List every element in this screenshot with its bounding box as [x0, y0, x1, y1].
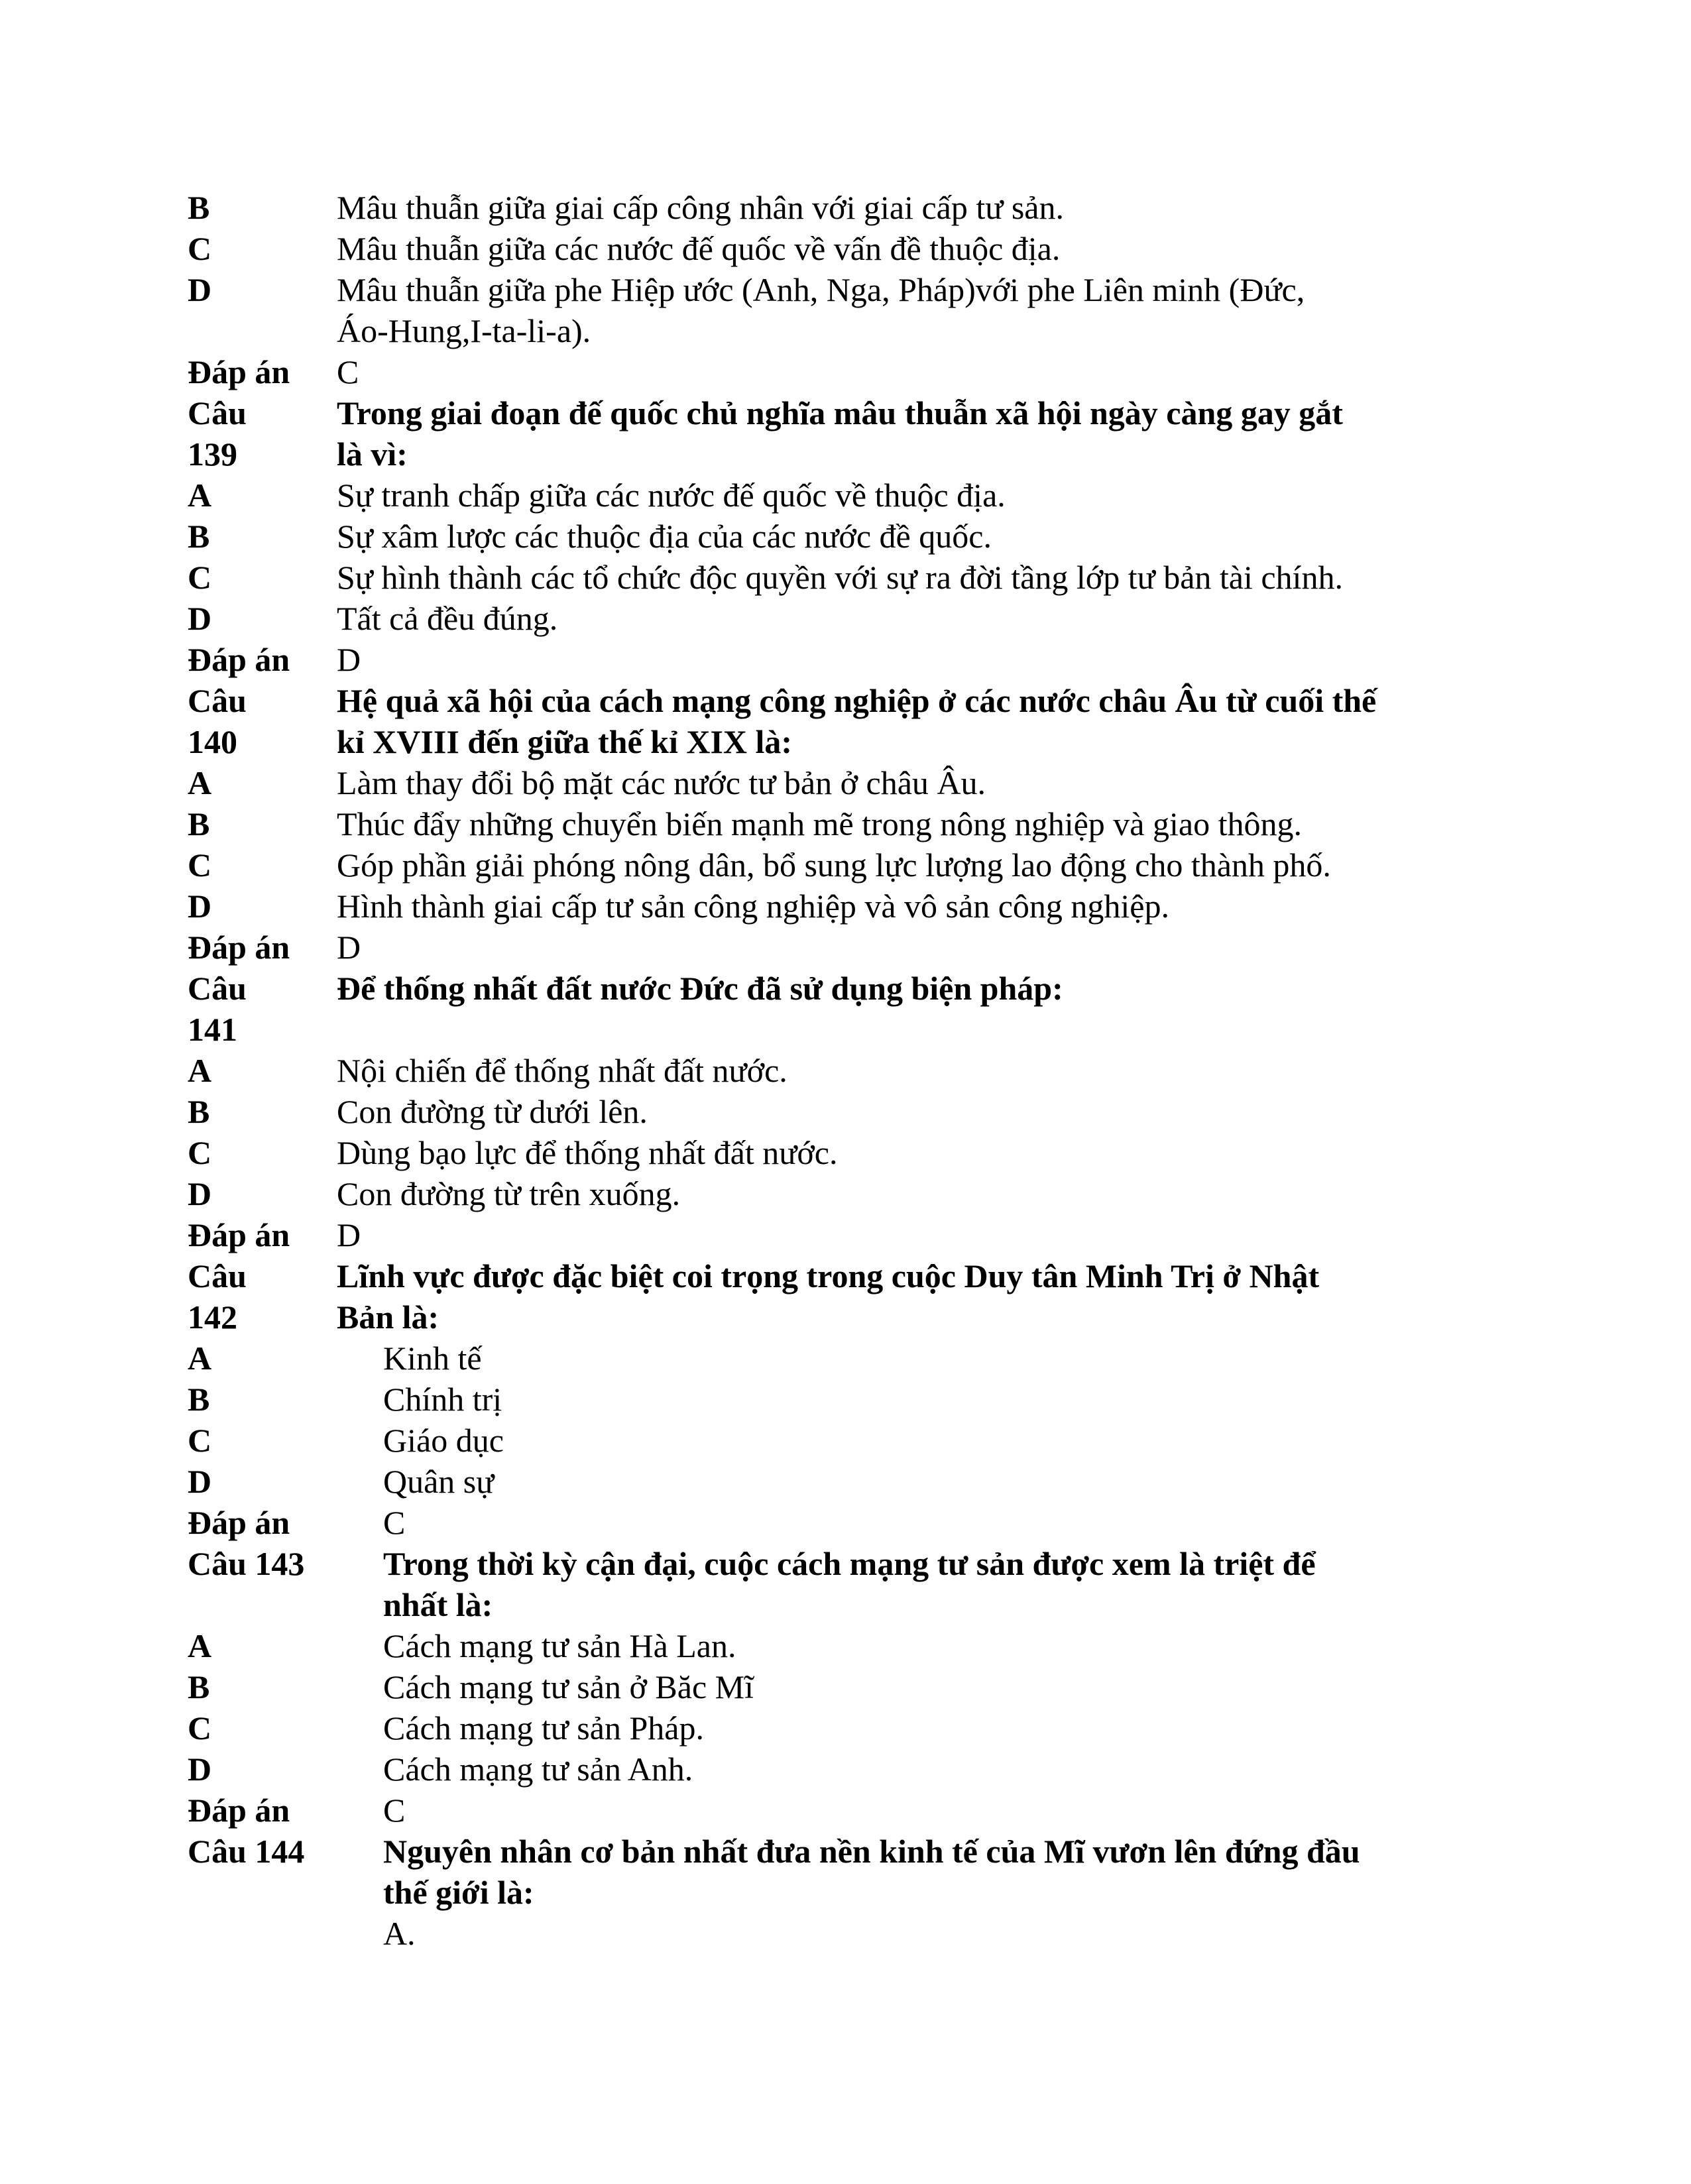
line-text: A. — [383, 1915, 416, 1952]
line-option — [0, 1091, 1691, 1132]
line-text: Mâu thuẫn giữa phe Hiệp ước (Anh, Nga, Pháp)với phe Liên minh (Đức, — [337, 271, 1305, 308]
line-label: D — [188, 600, 212, 637]
line-label: B — [188, 1093, 210, 1130]
line-text: Cách mạng tư sản Pháp. — [383, 1709, 704, 1747]
line-label: C — [188, 1134, 212, 1171]
line-option — [0, 475, 1691, 516]
question-number: 139 — [188, 435, 237, 473]
question-label: Câu — [188, 970, 247, 1007]
question-label: Câu 144 — [188, 1833, 305, 1870]
line-label: B — [188, 518, 210, 555]
line-question — [0, 1543, 1691, 1584]
line-text: Chính trị — [383, 1381, 502, 1418]
question-text: Lĩnh vực được đặc biệt coi trọng trong cuộc Duy tân Minh Trị ở Nhật — [337, 1257, 1320, 1294]
question-text: Trong giai đoạn đế quốc chủ nghĩa mâu thuẫn xã hội ngày càng gay gắt — [337, 394, 1343, 431]
line-question — [0, 680, 1691, 721]
line-label: D — [188, 271, 212, 308]
line-answer — [0, 639, 1691, 680]
question-label: Câu 143 — [188, 1545, 305, 1582]
line-text: Hình thành giai cấp tư sản công nghiệp và vô sản công nghiệp. — [337, 888, 1169, 925]
question-label: Câu — [188, 1257, 247, 1294]
line-option — [0, 228, 1691, 269]
line-question — [0, 1296, 1691, 1338]
line-text: Áo-Hung,I-ta-li-a). — [337, 312, 591, 349]
line-text: Cách mạng tư sản Hà Lan. — [383, 1627, 736, 1664]
line-option — [0, 1379, 1691, 1420]
line-option — [0, 1913, 1691, 1954]
line-option — [0, 762, 1691, 803]
line-question — [0, 968, 1691, 1009]
line-option — [0, 1461, 1691, 1502]
line-label: C — [188, 846, 212, 884]
line-text: Tất cả đều đúng. — [337, 600, 558, 637]
line-label: A — [188, 477, 212, 514]
answer-label: Đáp án — [188, 641, 290, 678]
line-label: D — [188, 1463, 212, 1500]
line-option — [0, 557, 1691, 598]
line-text: Thúc đẩy những chuyển biến mạnh mẽ trong nông nghiệp và giao thông. — [337, 805, 1302, 842]
line-text: Con đường từ trên xuống. — [337, 1175, 681, 1212]
line-label: A — [188, 1340, 212, 1377]
line-option — [0, 1666, 1691, 1707]
line-option — [0, 1338, 1691, 1379]
answer-label: Đáp án — [188, 929, 290, 966]
line-label: D — [188, 1175, 212, 1212]
line-label: A — [188, 764, 212, 801]
line-option-continued — [0, 310, 1691, 351]
line-answer — [0, 1790, 1691, 1831]
line-question — [0, 1009, 1691, 1050]
question-label: Câu — [188, 394, 247, 431]
line-option — [0, 516, 1691, 557]
line-option — [0, 803, 1691, 844]
answer-value: C — [383, 1792, 406, 1829]
question-text: Trong thời kỳ cận đại, cuộc cách mạng tư sản được xem là triệt để — [383, 1545, 1316, 1582]
line-option — [0, 1625, 1691, 1666]
line-option — [0, 1749, 1691, 1790]
line-option — [0, 187, 1691, 228]
line-label: C — [188, 1422, 212, 1459]
line-text: Mâu thuẫn giữa các nước đế quốc về vấn đề thuộc địa. — [337, 230, 1061, 267]
line-text: Quân sự — [383, 1463, 495, 1500]
line-option — [0, 1420, 1691, 1461]
question-text: là vì: — [337, 435, 408, 473]
answer-value: C — [337, 353, 359, 390]
line-question — [0, 1872, 1691, 1913]
line-label: A — [188, 1627, 212, 1664]
answer-label: Đáp án — [188, 1792, 290, 1829]
line-text: Sự tranh chấp giữa các nước đế quốc về thuộc địa. — [337, 477, 1006, 514]
answer-label: Đáp án — [188, 1504, 290, 1541]
line-option — [0, 1707, 1691, 1749]
line-question — [0, 433, 1691, 475]
line-label: B — [188, 805, 210, 842]
line-label: D — [188, 1751, 212, 1788]
answer-value: D — [337, 641, 361, 678]
question-text: kỉ XVIII đến giữa thế kỉ XIX là: — [337, 723, 793, 760]
line-text: Dùng bạo lực để thống nhất đất nước. — [337, 1134, 838, 1171]
line-option — [0, 886, 1691, 927]
question-text: Nguyên nhân cơ bản nhất đưa nền kinh tế của Mĩ vươn lên đứng đầu — [383, 1833, 1360, 1870]
line-text: Cách mạng tư sản ở Băc Mĩ — [383, 1668, 754, 1705]
line-question — [0, 1584, 1691, 1625]
line-label: C — [188, 1709, 212, 1747]
question-number: 141 — [188, 1011, 237, 1048]
line-text: Mâu thuẫn giữa giai cấp công nhân với giai cấp tư sản. — [337, 189, 1064, 226]
line-label: A — [188, 1052, 212, 1089]
line-answer — [0, 1502, 1691, 1543]
line-answer — [0, 927, 1691, 968]
line-label: B — [188, 189, 210, 226]
question-text: Hệ quả xã hội của cách mạng công nghiệp ở các nước châu Âu từ cuối thế — [337, 682, 1377, 719]
line-answer — [0, 1214, 1691, 1255]
line-question — [0, 1255, 1691, 1296]
line-option — [0, 1173, 1691, 1214]
line-question — [0, 1831, 1691, 1872]
question-number: 140 — [188, 723, 237, 760]
line-text: Nội chiến để thống nhất đất nước. — [337, 1052, 787, 1089]
line-label: C — [188, 559, 212, 596]
line-label: B — [188, 1668, 210, 1705]
question-text: Bản là: — [337, 1298, 439, 1336]
line-text: Góp phần giải phóng nông dân, bổ sung lực lượng lao động cho thành phố. — [337, 846, 1331, 884]
question-text: nhất là: — [383, 1586, 493, 1623]
line-option — [0, 269, 1691, 310]
line-option — [0, 844, 1691, 886]
question-text: Để thống nhất đất nước Đức đã sử dụng biện pháp: — [337, 970, 1063, 1007]
line-label: D — [188, 888, 212, 925]
answer-value: C — [383, 1504, 406, 1541]
line-question — [0, 721, 1691, 762]
line-label: B — [188, 1381, 210, 1418]
line-text: Con đường từ dưới lên. — [337, 1093, 648, 1130]
line-option — [0, 598, 1691, 639]
line-text: Sự xâm lược các thuộc địa của các nước đề quốc. — [337, 518, 992, 555]
answer-value: D — [337, 1216, 361, 1253]
line-answer — [0, 351, 1691, 392]
answer-value: D — [337, 929, 361, 966]
question-text: thế giới là: — [383, 1874, 534, 1911]
answer-label: Đáp án — [188, 1216, 290, 1253]
line-option — [0, 1050, 1691, 1091]
line-question — [0, 392, 1691, 433]
line-text: Kinh tế — [383, 1340, 482, 1377]
line-text: Cách mạng tư sản Anh. — [383, 1751, 693, 1788]
line-text: Làm thay đổi bộ mặt các nước tư bản ở châu Âu. — [337, 764, 986, 801]
line-text: Giáo dục — [383, 1422, 504, 1459]
question-label: Câu — [188, 682, 247, 719]
line-text: Sự hình thành các tổ chức độc quyền với sự ra đời tầng lớp tư bản tài chính. — [337, 559, 1343, 596]
line-option — [0, 1132, 1691, 1173]
question-number: 142 — [188, 1298, 237, 1336]
answer-label: Đáp án — [188, 353, 290, 390]
line-label: C — [188, 230, 212, 267]
